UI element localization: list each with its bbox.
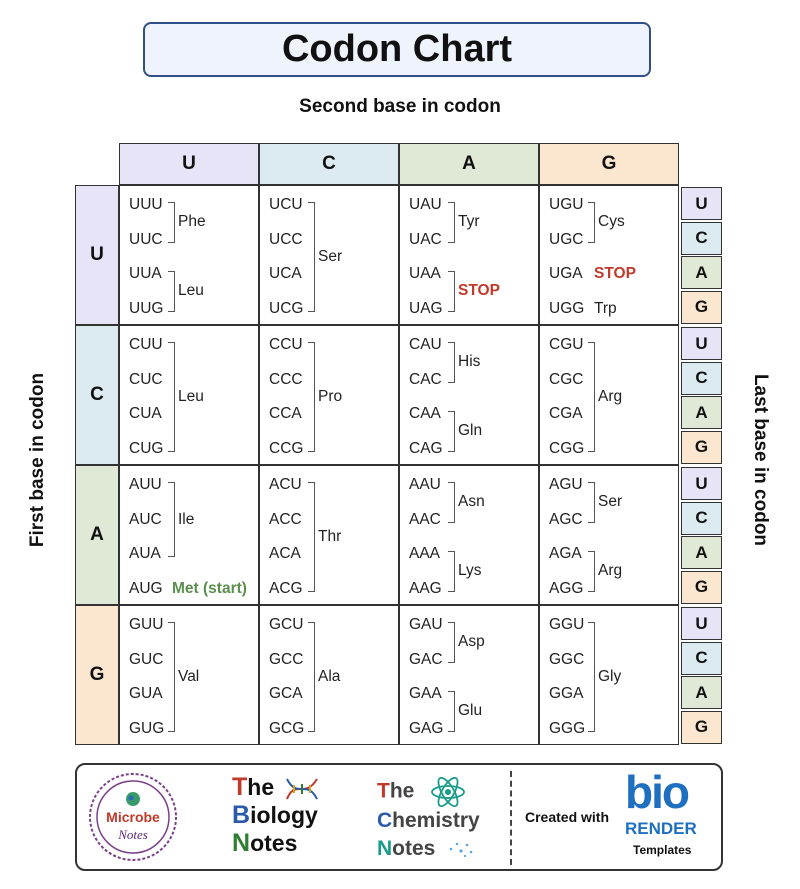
codon-label: CUC	[129, 370, 163, 388]
third-base-g-c: C	[681, 642, 722, 675]
amino-acid-label: Leu	[178, 282, 204, 300]
codon-label: GAG	[409, 719, 444, 737]
codon-bracket	[448, 622, 455, 663]
amino-acid-label: Leu	[178, 387, 204, 405]
third-base-a-g: G	[681, 571, 722, 604]
codon-label: AGG	[549, 579, 584, 597]
stop-codon-label: STOP	[594, 265, 636, 282]
codon-bracket	[448, 691, 455, 732]
third-base-a-c: C	[681, 502, 722, 535]
codon-cell-cu	[119, 325, 259, 465]
amino-acid-label: Val	[178, 667, 200, 685]
codon-bracket	[448, 271, 455, 312]
codon-label: UCG	[269, 299, 304, 317]
sparkle-dots-icon	[447, 839, 477, 859]
microbe-notes-logo[interactable]	[87, 771, 179, 863]
codon-cell-ca	[399, 325, 539, 465]
codon-label: UUA	[129, 265, 162, 282]
third-base-u-a: A	[681, 256, 722, 289]
codon-label: GUA	[129, 685, 163, 702]
codon-label: GCU	[269, 616, 304, 633]
second-base-header-a: A	[399, 143, 539, 185]
codon-label: UUG	[129, 299, 164, 317]
codon-label: UAG	[409, 299, 443, 317]
codon-label: CGC	[549, 370, 584, 388]
codon-label: GGG	[549, 719, 586, 737]
codon-label: GAA	[409, 685, 442, 702]
codon-label: AGU	[549, 476, 583, 493]
codon-label: GCG	[269, 719, 305, 737]
third-base-g-u: U	[681, 607, 722, 640]
codon-label: GCC	[269, 650, 304, 668]
amino-acid-label: Gly	[598, 667, 622, 685]
codon-bracket	[168, 271, 175, 312]
codon-bracket	[448, 411, 455, 452]
codon-label: GGA	[549, 685, 584, 702]
second-base-header-u: U	[119, 143, 259, 185]
codon-label: AUG	[129, 579, 163, 597]
codon-bracket	[168, 622, 175, 732]
third-base-g-a: A	[681, 676, 722, 709]
codon-cell-ac	[259, 465, 399, 605]
second-base-header-c: C	[259, 143, 399, 185]
amino-acid-label: Arg	[598, 387, 623, 405]
codon-bracket	[308, 622, 315, 732]
codon-label: GGC	[549, 650, 585, 668]
codon-label: GCA	[269, 685, 303, 702]
codon-bracket	[588, 482, 595, 523]
codon-label: AAU	[409, 476, 441, 493]
codon-label: ACA	[269, 545, 301, 562]
first-base-header-c: C	[75, 325, 119, 465]
codon-label: UGA	[549, 265, 583, 282]
start-codon-label: Met (start)	[172, 579, 247, 597]
codon-cell-ag	[539, 465, 679, 605]
codon-label: CCC	[269, 370, 303, 388]
biology-the-rest: he	[247, 774, 275, 800]
third-base-c-a: A	[681, 396, 722, 429]
codon-label: UAA	[409, 265, 441, 282]
biorender-bio-text: bio	[625, 766, 688, 818]
codon-label: AGC	[549, 510, 583, 528]
codon-bracket	[308, 202, 315, 312]
codon-label: AGA	[549, 545, 582, 562]
amino-acid-label: Trp	[594, 299, 617, 317]
microbe-label: Microbe	[106, 809, 160, 825]
amino-acid-label: Pro	[318, 387, 343, 405]
amino-acid-label: Thr	[318, 527, 342, 545]
codon-label: CUG	[129, 439, 164, 457]
amino-acid-label: Ser	[598, 493, 623, 511]
codon-cell-uu	[119, 185, 259, 325]
codon-cell-uc	[259, 185, 399, 325]
codon-cell-aa	[399, 465, 539, 605]
codon-label: CCU	[269, 336, 303, 353]
biology-word-rest: iology	[250, 802, 318, 828]
codon-label: CAU	[409, 336, 442, 353]
codon-label: AUU	[129, 476, 162, 493]
amino-acid-label: Gln	[458, 422, 483, 440]
codon-label: UUU	[129, 196, 163, 213]
codon-label: UGG	[549, 299, 585, 317]
amino-acid-label: Phe	[178, 213, 206, 231]
codon-label: CGU	[549, 336, 584, 353]
codon-bracket	[448, 551, 455, 592]
codon-label: UAU	[409, 196, 442, 213]
third-base-g-g: G	[681, 711, 722, 744]
codon-cell-ga	[399, 605, 539, 745]
footer-logos	[75, 763, 723, 871]
third-base-c-u: U	[681, 327, 722, 360]
amino-acid-label: Glu	[458, 702, 483, 720]
codon-bracket	[308, 342, 315, 452]
codon-bracket	[308, 482, 315, 592]
codon-label: AAG	[409, 579, 442, 597]
codon-cell-ug	[539, 185, 679, 325]
dna-icon	[285, 777, 319, 801]
third-base-a-u: U	[681, 467, 722, 500]
atom-icon	[430, 777, 466, 807]
codon-bracket	[588, 202, 595, 243]
third-base-c-c: C	[681, 362, 722, 395]
codon-bracket	[168, 202, 175, 243]
codon-bracket	[448, 342, 455, 383]
codon-label: ACG	[269, 579, 303, 597]
notes-label: Notes	[118, 827, 148, 842]
first-base-header-a: A	[75, 465, 119, 605]
third-base-a-a: A	[681, 536, 722, 569]
chem-word-rest: hemistry	[392, 809, 480, 832]
chart-title: Codon Chart	[143, 22, 651, 77]
amino-acid-label: Ile	[178, 510, 195, 528]
biology-notes-rest: otes	[250, 830, 298, 856]
chem-notes-rest: otes	[392, 837, 436, 860]
codon-label: AAC	[409, 510, 441, 528]
created-with-label: Created with	[525, 809, 610, 825]
codon-bracket	[448, 482, 455, 523]
codon-cell-gu	[119, 605, 259, 745]
codon-label: UCC	[269, 230, 303, 248]
codon-label: GAC	[409, 650, 443, 668]
codon-label: AUC	[129, 510, 162, 528]
chemistry-notes-logo[interactable]: The Chemistry Notes	[377, 777, 480, 863]
first-base-label: First base in codon	[27, 372, 48, 548]
codon-label: CAA	[409, 405, 441, 422]
third-base-u-u: U	[681, 187, 722, 220]
codon-label: GUU	[129, 616, 164, 633]
codon-label: AUA	[129, 545, 161, 562]
codon-label: CAC	[409, 370, 442, 388]
amino-acid-label: Asn	[458, 493, 485, 511]
footer-divider	[510, 771, 512, 865]
codon-label: UCU	[269, 196, 303, 213]
codon-label: UUC	[129, 230, 163, 248]
codon-bracket	[448, 202, 455, 243]
third-base-u-g: G	[681, 291, 722, 324]
codon-label: CGA	[549, 405, 583, 422]
codon-label: CAG	[409, 439, 443, 457]
third-base-u-c: C	[681, 222, 722, 255]
codon-cell-cc	[259, 325, 399, 465]
amino-acid-label: Asp	[458, 633, 485, 651]
codon-cell-cg	[539, 325, 679, 465]
codon-bracket	[168, 342, 175, 452]
codon-bracket	[588, 342, 595, 452]
biorender-render-text: RENDER	[625, 819, 697, 838]
codon-label: GGU	[549, 616, 585, 633]
biology-notes-logo[interactable]: The Biology Notes	[232, 773, 318, 857]
codon-bracket	[168, 482, 175, 557]
codon-cell-gg	[539, 605, 679, 745]
codon-label: CGG	[549, 439, 585, 457]
amino-acid-label: Ala	[318, 667, 341, 685]
codon-label: CCG	[269, 439, 304, 457]
codon-cell-gc	[259, 605, 399, 745]
codon-label: CUA	[129, 405, 162, 422]
codon-label: UGC	[549, 230, 584, 248]
codon-label: UAC	[409, 230, 442, 248]
codon-bracket	[588, 551, 595, 592]
second-base-header-g: G	[539, 143, 679, 185]
amino-acid-label: Tyr	[458, 213, 480, 231]
codon-label: GUC	[129, 650, 164, 668]
codon-label: AAA	[409, 545, 441, 562]
biorender-templates-text: Templates	[633, 843, 692, 857]
last-base-label: Last base in codon	[750, 373, 771, 547]
amino-acid-label: Lys	[458, 562, 482, 580]
codon-label: CUU	[129, 336, 163, 353]
amino-acid-label: Ser	[318, 247, 343, 265]
codon-label: GUG	[129, 719, 165, 737]
codon-label: ACC	[269, 510, 302, 528]
codon-cell-ua	[399, 185, 539, 325]
stop-codon-label: STOP	[458, 282, 500, 300]
codon-cell-au	[119, 465, 259, 605]
amino-acid-label: Cys	[598, 213, 625, 231]
codon-label: UGU	[549, 196, 584, 213]
codon-label: GAU	[409, 616, 443, 633]
chem-the-rest: he	[389, 779, 415, 803]
amino-acid-label: Arg	[598, 562, 623, 580]
third-base-c-g: G	[681, 431, 722, 464]
codon-label: CCA	[269, 405, 302, 422]
first-base-header-u: U	[75, 185, 119, 325]
second-base-label: Second base in codon	[299, 96, 501, 117]
amino-acid-label: His	[458, 353, 481, 371]
first-base-header-g: G	[75, 605, 119, 745]
codon-label: ACU	[269, 476, 302, 493]
codon-bracket	[588, 622, 595, 732]
codon-label: UCA	[269, 265, 302, 282]
